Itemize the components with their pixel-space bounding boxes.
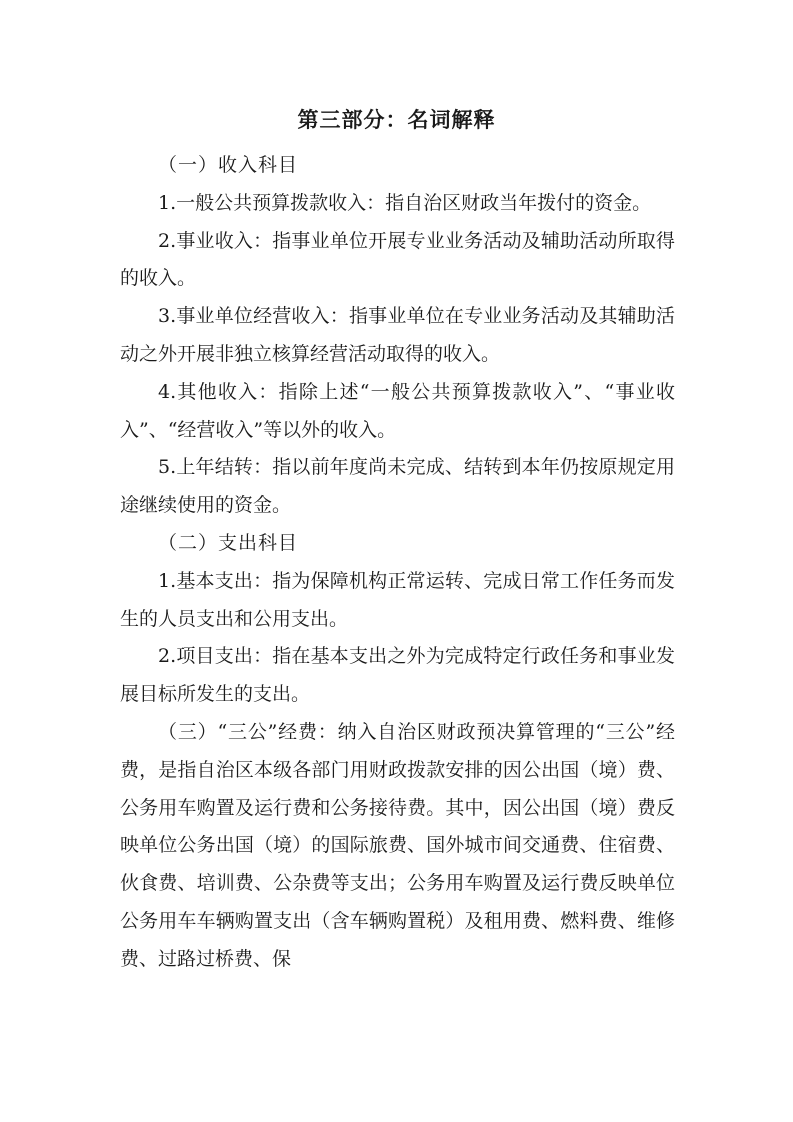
- paragraph: 3.事业单位经营收入：指事业单位在专业业务活动及其辅助活动之外开展非独立核算经营活动取得的收入。: [120, 305, 675, 365]
- paragraph: 5.上年结转：指以前年度尚未完成、结转到本年仍按原规定用途继续使用的资金。: [120, 456, 675, 517]
- paragraph: 2.事业收入：指事业单位开展专业业务活动及辅助活动所取得的收入。: [120, 229, 675, 290]
- paragraph: 4.其他收入：指除上述“一般公共预算拨款收入”、“事业收入”、“经营收入”等以外的收入。: [120, 380, 675, 441]
- paragraph: 1.一般公共预算拨款收入：指自治区财政当年拨付的资金。: [158, 191, 652, 214]
- paragraph: 1.基本支出：指为保障机构正常运转、完成日常工作任务而发生的人员支出和公用支出。: [120, 569, 675, 630]
- paragraph: （三）“三公”经费：纳入自治区财政预决算管理的“三公”经费，是指自治区本级各部门用财政拨款安排的因公出国（境）费、公务用车购置及运行费和公务接待费。其中，因公出国（境）费反映单位公务出国（境）的国际旅费、国外城市间交通费、住宿费、伙食费、培训费、公杂费等支出；公务用车购置及运行费反映单位公务用车车辆购置支出（含车辆购置税）及租用费、燃料费、维修费、过路过桥费、保: [120, 720, 675, 970]
- page-title: 第三部分：名词解释: [297, 108, 496, 132]
- paragraph: 2.项目支出：指在基本支出之外为完成特定行政任务和事业发展目标所发生的支出。: [120, 645, 675, 706]
- document-body: [120, 147, 675, 979]
- section-heading-expenditure: （二）支出科目: [158, 531, 299, 554]
- section-heading-income: （一）收入科目: [158, 154, 299, 176]
